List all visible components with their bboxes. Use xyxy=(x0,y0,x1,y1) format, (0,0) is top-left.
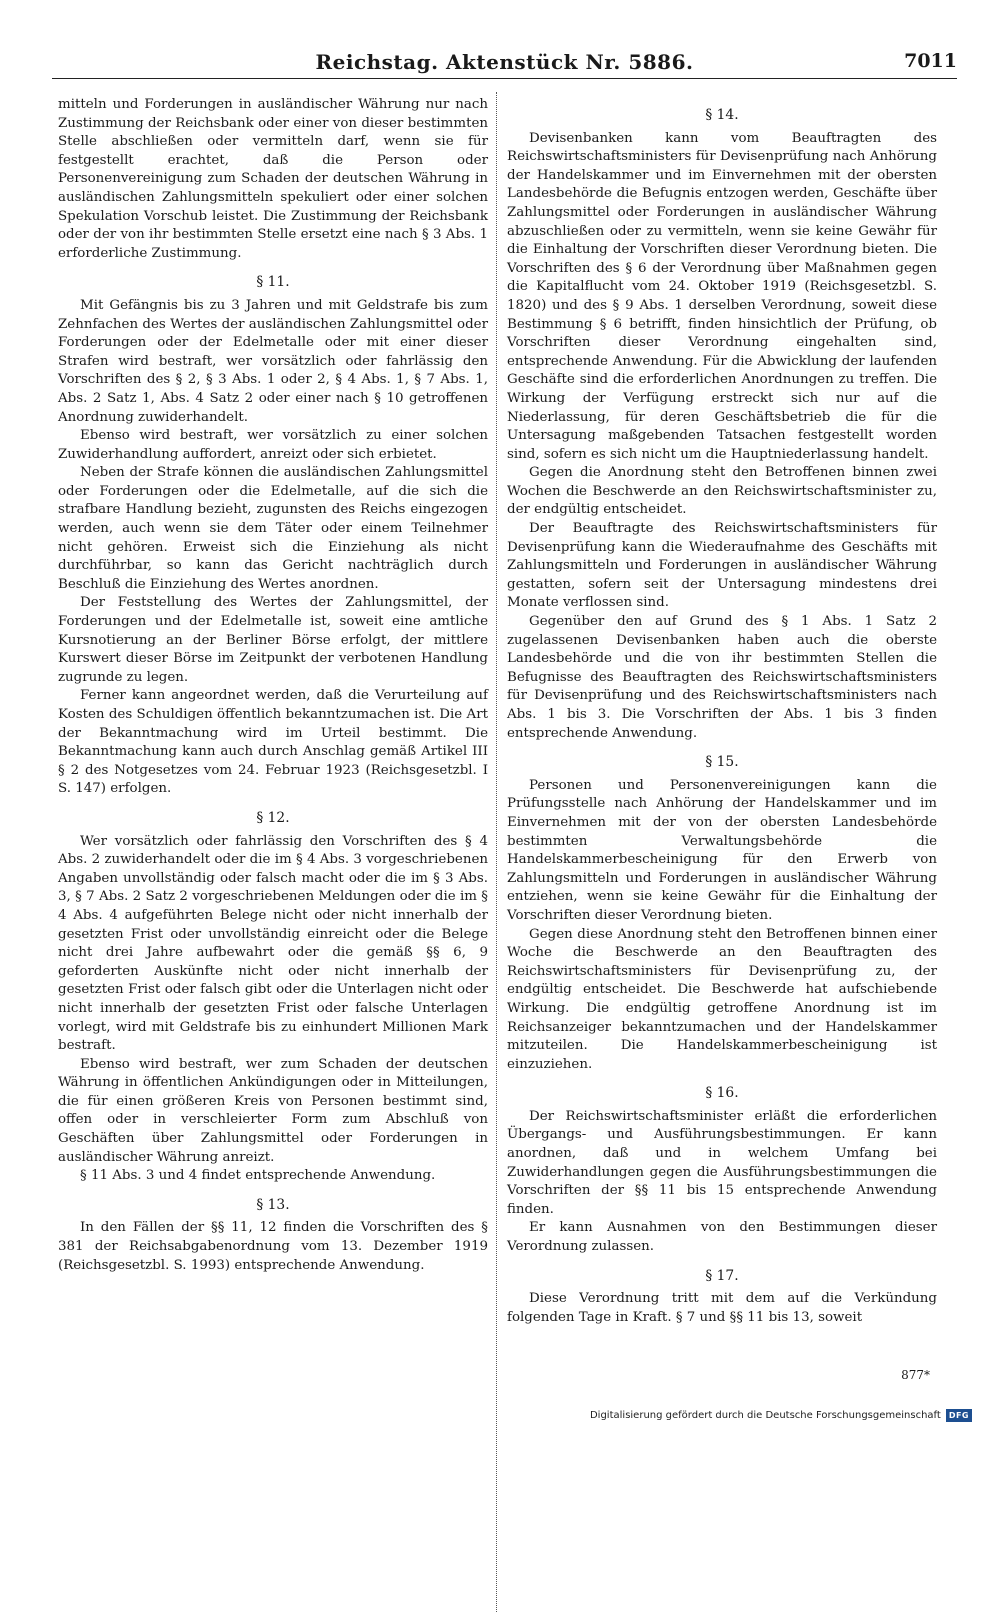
paragraph: mitteln und Forderungen in ausländischer Währung nur nach Zustimmung der Reichsbank oder einer von dieser bestimmten Stelle abschließen oder vermitteln darf, wenn sie für festgestellt erachtet, daß die Person oder Personenvereinigung zum Schaden der deutschen Währung in ausländischen Zahlungsmitteln spekuliert oder einer solchen Spekulation Vorschub leistet. Die Zustimmung der Reichsbank oder der von ihr bestimmten Stelle ersetzt eine nach § 3 Abs. 1 erforderliche Zustimmung. xyxy=(58,97,488,261)
paragraph: Er kann Ausnahmen von den Bestimmungen dieser Verordnung zulassen. xyxy=(507,1220,937,1255)
digitization-footer xyxy=(590,1409,972,1422)
right-column xyxy=(507,96,937,1327)
paragraph: Gegen die Anordnung steht den Betroffenen binnen zwei Wochen die Beschwerde an den Reichswirtschaftsminister zu, der endgültig entscheidet. xyxy=(507,465,937,518)
section-heading-17: § 17. xyxy=(705,1267,739,1284)
page-header xyxy=(52,48,957,79)
paragraph: Neben der Strafe können die ausländischen Zahlungsmittel oder Forderungen oder die Edelmetalle, auf die sich die strafbare Handlung bezieht, zugunsten des Reichs eingezogen werden, auch wenn sie dem Täter oder einem Teilnehmer nicht gehören. Erweist sich die Einziehung als nicht durchführbar, so kann das Gericht nachträglich durch Beschluß die Einziehung des Wertes anordnen. xyxy=(58,465,488,592)
page-number: 7011 xyxy=(904,50,957,72)
section-heading-16: § 16. xyxy=(705,1085,739,1102)
paragraph: Mit Gefängnis bis zu 3 Jahren und mit Geldstrafe bis zum Zehnfachen des Wertes der ausländischen Zahlungsmittel oder Forderungen oder der Edelmetalle oder mit einer dieser Strafen wird bestraft, wer vorsätzlich oder fahrlässig den Vorschriften des § 2, § 3 Abs. 1 oder 2, § 4 Abs. 1, § 7 Abs. 1, Abs. 2 Satz 1, Abs. 4 Satz 2 oder einer nach § 10 getroffenen Anordnung zuwiderhandelt. xyxy=(58,297,488,425)
paragraph: Ebenso wird bestraft, wer vorsätzlich zu einer solchen Zuwiderhandlung auffordert, anreizt oder sich erbietet. xyxy=(58,428,488,462)
paragraph: Wer vorsätzlich oder fahrlässig den Vorschriften des § 4 Abs. 2 zuwiderhandelt oder die im § 4 Abs. 3 vorgeschriebenen Angaben unvollständig oder falsch macht oder die im § 3 Abs. 3, § 7 Abs. 2 Satz 2 vorgeschriebenen Meldungen oder die im § 4 Abs. 4 aufgeführten Belege nicht oder nicht innerhalb der gesetzten Frist oder unvollständig einreicht oder die Belege nicht drei Jahre aufbewahrt oder die gemäß §§ 6, 9 geforderten Auskünfte nicht oder nicht innerhalb der gesetzten Frist oder falsch gibt oder die Unterlagen nicht oder nicht innerhalb der gesetzten Frist oder falsche Unterlagen vorlegt, wird mit Geldstrafe bis zu einhundert Millionen Mark bestraft. xyxy=(58,833,488,1054)
paragraph: Ebenso wird bestraft, wer zum Schaden der deutschen Währung in öffentlichen Ankündigungen oder in Mitteilungen, die für einen größeren Kreis von Personen bestimmt sind, offen oder in verschleierter Form zum Abschluß von Geschäften über Zahlungsmittel oder Forderungen in ausländischer Währung anreizt. xyxy=(58,1056,488,1165)
left-column xyxy=(58,96,488,1275)
section-heading-11: § 11. xyxy=(256,274,290,291)
section-heading-13: § 13. xyxy=(256,1196,290,1213)
dfg-logo-icon: DFG xyxy=(946,1409,972,1422)
paragraph: Ferner kann angeordnet werden, daß die Verurteilung auf Kosten des Schuldigen öffentlich bekanntzumachen ist. Die Art der Bekanntmachung wird im Urteil bestimmt. Die Bekanntmachung kann auch durch Anschlag gemäß Artikel III § 2 des Notgesetzes vom 24. Februar 1923 (Reichsgesetzbl. I S. 147) erfolgen. xyxy=(58,688,488,797)
column-divider xyxy=(496,92,497,1612)
paragraph: Gegen diese Anordnung steht den Betroffenen binnen einer Woche die Beschwerde an den Beauftragten des Reichswirtschaftsministers für Devisenprüfung zu, der endgültig entscheidet. Die Beschwerde hat aufschiebende Wirkung. Die endgültig getroffene Anordnung ist im Reichsanzeiger bekanntzumachen und der Handelskammer mitzuteilen. Die Handelskammerbescheinigung ist einzuziehen. xyxy=(507,926,937,1072)
section-heading-12: § 12. xyxy=(256,809,290,826)
header-title: Reichstag. Aktenstück Nr. 5886. xyxy=(315,50,694,74)
paragraph: Der Feststellung des Wertes der Zahlungsmittel, der Forderungen und der Edelmetalle ist, soweit eine amtliche Kursnotierung an der Berliner Börse erfolgt, der mittlere Kurswert dieser Börse im Zeitpunkt der verbotenen Handlung zugrunde zu legen. xyxy=(58,595,488,685)
section-heading-14: § 14. xyxy=(705,107,739,123)
paragraph: Personen und Personenvereinigungen kann die Prüfungsstelle nach Anhörung der Handelskammer und im Einvernehmen mit der von der obersten Landesbehörde bestimmten Verwaltungsbehörde die Handelskammerbescheinigung für den Erwerb von Zahlungsmitteln und Forderungen in ausländischer Währung entziehen, wenn sie keine Gewähr für die Einhaltung der Vorschriften dieser Verordnung bieten. xyxy=(507,777,937,923)
paragraph: Der Reichswirtschaftsminister erläßt die erforderlichen Übergangs- und Ausführungsbestimmungen. Er kann anordnen, daß und in welchem Umfang bei Zuwiderhandlungen gegen die Ausführungsbestimmungen die Vorschriften der §§ 11 bis 15 entsprechende Anwendung finden. xyxy=(507,1108,937,1217)
paragraph: Gegenüber den auf Grund des § 1 Abs. 1 Satz 2 zugelassenen Devisenbanken haben auch die oberste Landesbehörde und die von ihr bestimmten Stellen die Befugnisse des Beauftragten des Reichswirtschaftsministers für Devisenprüfung und des Reichswirtschaftsministers nach Abs. 1 bis 3. Die Vorschriften der Abs. 1 bis 3 finden entsprechende Anwendung. xyxy=(507,614,937,741)
paragraph: Devisenbanken kann vom Beauftragten des Reichswirtschaftsministers für Devisenprüfung nach Anhörung der Handelskammer und im Einvernehmen mit der obersten Landesbehörde die Befugnis entzogen werden, Geschäfte über Zahlungsmittel oder Forderungen in ausländischer Währung abzuschließen oder zu vermitteln, wenn sie keine Gewähr für die Einhaltung der Vorschriften dieser Verordnung bieten. Die Vorschriften des § 6 der Verordnung über Maßnahmen gegen die Kapitalflucht vom 24. Oktober 1919 (Reichsgesetzbl. S. 1820) und des § 9 Abs. 1 derselben Verordnung, soweit diese Bestimmung § 6 betrifft, finden hinsichtlich der Prüfung, ob Vorschriften dieser Verordnung eingehalten sind, entsprechende Anwendung. Für die Abwicklung der laufenden Geschäfte sind die erforderlichen Anordnungen zu treffen. Die Wirkung der Verfügung erstreckt sich nur auf die Niederlassung, für deren Geschäftsbetrieb die für die Untersagung maßgebenden Tatsachen festgestellt worden sind, sofern es sich nicht um die Hauptniederlassung handelt. xyxy=(507,130,937,462)
paragraph: Diese Verordnung tritt mit dem auf die Verkündung folgenden Tage in Kraft. § 7 und §§ 11 bis 13, soweit xyxy=(507,1291,937,1325)
footer-text: Digitalisierung gefördert durch die Deutsche Forschungsgemeinschaft xyxy=(589,1410,941,1421)
paragraph: In den Fällen der §§ 11, 12 finden die Vorschriften des § 381 der Reichsabgabenordnung vom 13. Dezember 1919 (Reichsgesetzbl. S. 1993) entsprechende Anwendung. xyxy=(58,1220,488,1273)
section-heading-15: § 15. xyxy=(705,754,739,771)
sheet-signature: 877* xyxy=(901,1368,930,1382)
paragraph: Der Beauftragte des Reichswirtschaftsministers für Devisenprüfung kann die Wiederaufnahme des Geschäfts mit Zahlungsmitteln und Forderungen in ausländischer Währung gestatten, sofern seit der Untersagung mindestens drei Monate verflossen sind. xyxy=(507,521,937,611)
paragraph: § 11 Abs. 3 und 4 findet entsprechende Anwendung. xyxy=(80,1168,436,1184)
